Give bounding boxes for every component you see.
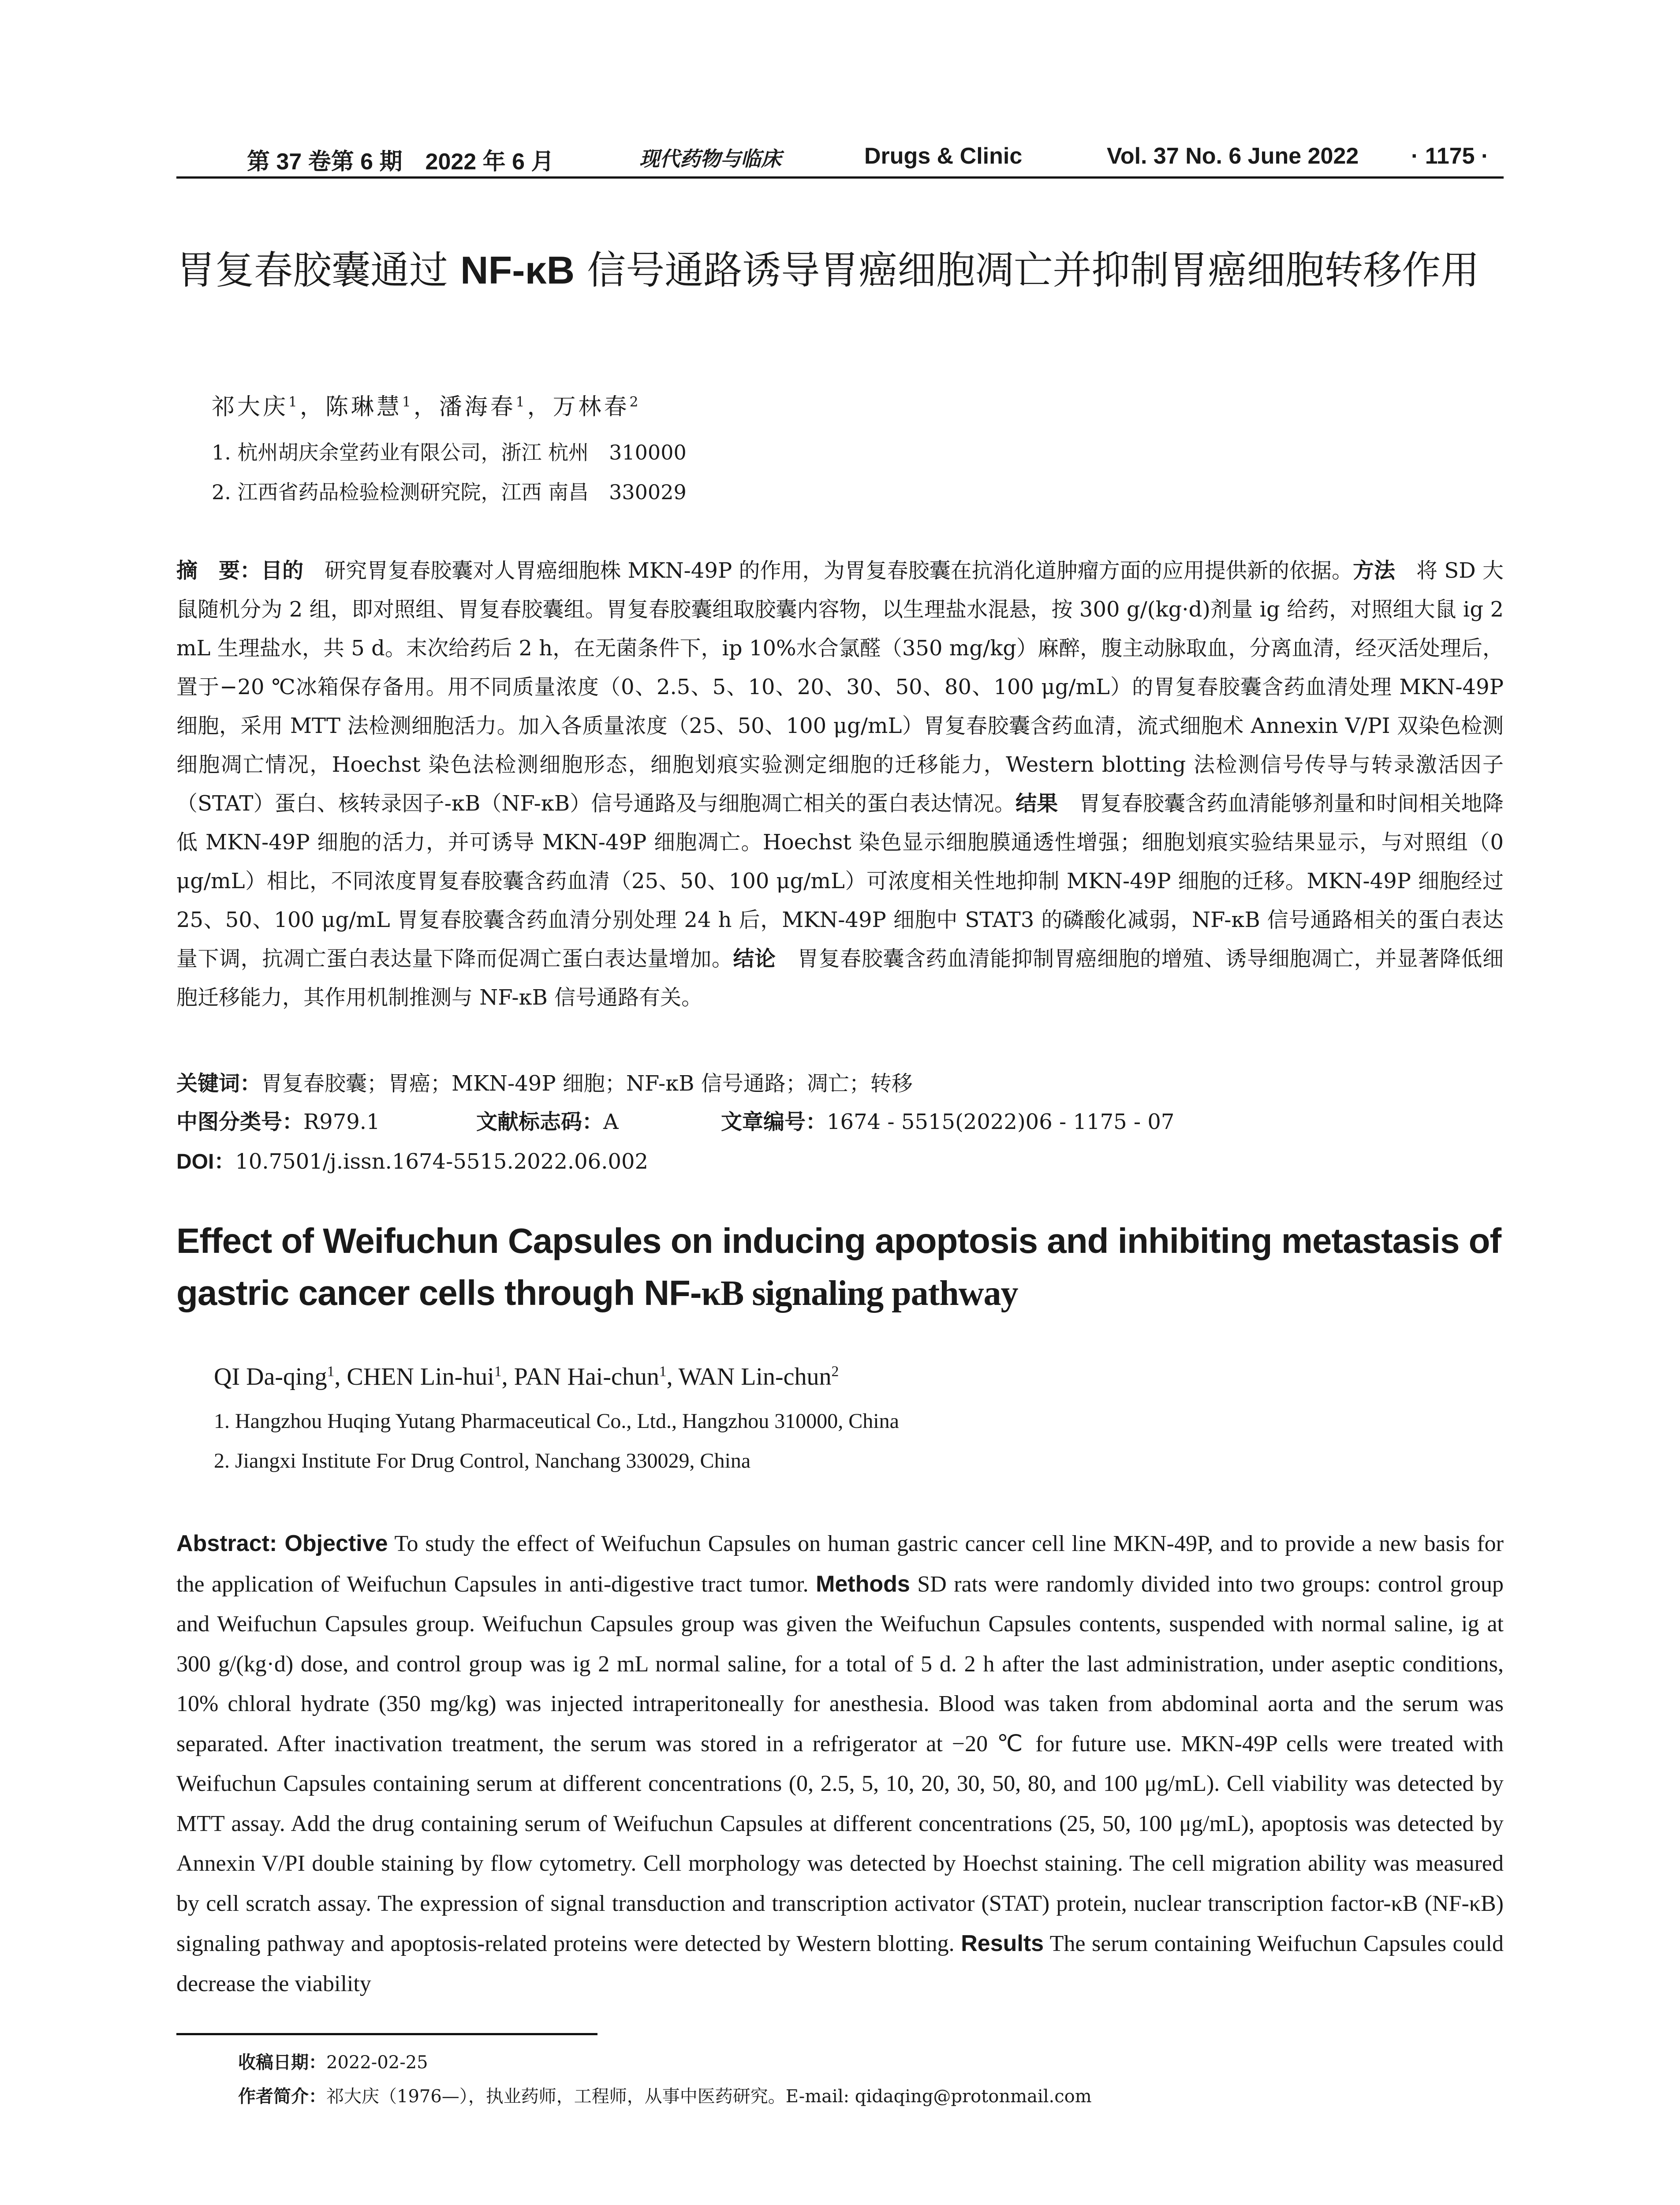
header-journal-cn: 现代药物与临床 <box>639 147 781 171</box>
objective-text-en: To study the effect of Weifuchun Capsules on human gastric cancer cell line MKN-49P, and to provide a new basis for the application of Weifuchun Capsules in anti-digestive tract tumor. <box>176 1531 1504 1597</box>
author-affiliation-mark: 1 <box>327 1363 335 1380</box>
clc-value: R979.1 <box>303 1110 380 1134</box>
author-cn: 万林春 <box>553 394 630 420</box>
affiliation-cn-2: 2. 江西省药品检验检测研究院，江西 南昌 330029 <box>212 480 687 504</box>
conclusion-text: 胃复春胶囊含药血清能抑制胃癌细胞的增殖、诱导细胞凋亡，并显著降低细胞迁移能力，其作用机制推测与 NF-κB 信号通路有关。 <box>176 946 1504 1010</box>
footnote-author-bio <box>238 2082 1092 2108</box>
footnote-divider <box>176 2033 597 2035</box>
title-en-part1: Effect of Weifuchun Capsules on inducing apoptosis and inhibiting metastasis of gastric cancer cells through NF- <box>176 1221 1501 1312</box>
methods-label: 方法 <box>1353 558 1396 583</box>
title-english <box>176 1215 1512 1319</box>
abstract-en-label: Abstract: Objective <box>176 1531 388 1556</box>
author-affiliation-mark: 1 <box>494 1363 502 1380</box>
doc-code-value: A <box>603 1110 619 1134</box>
author-cn: 潘海春 <box>439 394 516 420</box>
title-en-part2: κB signaling pathway <box>701 1274 1018 1313</box>
title-chinese <box>176 245 1499 295</box>
abstract-cn-label: 摘 要： <box>176 558 261 583</box>
received-value: 2022-02-25 <box>326 2052 428 2073</box>
keywords-value: 胃复春胶囊；胃癌；MKN-49P 细胞；NF-κB 信号通路；凋亡；转移 <box>261 1071 913 1096</box>
author-en: WAN Lin-chun <box>678 1363 832 1390</box>
objective-label: 目的 <box>261 558 304 583</box>
footnote-received <box>238 2048 428 2074</box>
author-affiliation-mark: 1 <box>515 394 527 410</box>
article-number <box>721 1105 1338 1135</box>
authors-english: QI Da-qing$^1$, CHEN Lin-hui$^1$, PAN Hai-chun$^1$, WAN Lin-chun$^2$ <box>214 1363 839 1390</box>
article-no-value: 1674 - 5515(2022)06 - 1175 - 07 <box>827 1110 1175 1134</box>
doi-label: DOI： <box>176 1150 235 1174</box>
results-text: 胃复春胶囊含药血清能够剂量和时间相关地降低 MKN-49P 细胞的活力，并可诱导 MKN-49P 细胞凋亡。Hoechst 染色显示细胞膜通透性增强；细胞划痕实验结果显示，与对照组（0 μg/mL）相比，不同浓度胃复春胶囊含药血清（25、50、100 μg/mL）可浓度相关性地抑制 MKN-49P 细胞的迁移。MKN-49P 细胞经过 25、50、100 μg/mL 胃复春胶囊含药血清分别处理 24 h 后，MKN-49P 细胞中 STAT3 的磷酸化减弱，NF-κB 信号通路相关的蛋白表达量下调，抗凋亡蛋白表达量下降而促凋亡蛋白表达量增加。 <box>176 791 1504 971</box>
header-page-number: · 1175 · <box>1411 143 1489 169</box>
keywords-label: 关键词： <box>176 1071 261 1096</box>
methods-text-en: SD rats were randomly divided into two groups: control group and Weifuchun Capsules group. Weifuchun Capsules group was given the Weifuchun Capsules contents, suspended with normal saline, ig at 300 g/(kg·d) dose, and control group was ig 2 mL normal saline, for a total of 5 d. 2 h after the last administration, under aseptic conditions, 10% chloral hydrate (350 mg/kg) was injected intraperitoneally for anesthesia. Blood was taken from abdominal aorta and the serum was separated. After inactivation treatment, the serum was stored in a refrigerator at −20 ℃ for future use. MKN-49P cells were treated with Weifuchun Capsules containing serum at different concentrations (0, 2.5, 5, 10, 20, 30, 50, 80, and 100 μg/mL). Cell viability was detected by MTT assay. Add the drug containing serum of Weifuchun Capsules at different concentrations (25, 50, 100 μg/mL), apoptosis was detected by Annexin V/PI double staining by flow cytometry. Cell morphology was detected by Hoechst staining. The cell migration ability was measured by cell scratch assay. The expression of signal transduction and transcription activator (STAT) protein, nuclear transcription factor-κB (NF-κB) signaling pathway and apoptosis-related proteins were detected by Western blotting. <box>176 1571 1504 1956</box>
header-issue-cn: 第 37 卷第 6 期 2022 年 6 月 <box>247 149 554 175</box>
clc-code <box>176 1105 485 1135</box>
clc-label: 中图分类号： <box>176 1110 304 1134</box>
running-header <box>176 141 1504 179</box>
title-cn-part2: 信号通路诱导胃癌细胞凋亡并抑制胃癌细胞转移作用 <box>575 247 1480 293</box>
affiliation-en-2: 2. Jiangxi Institute For Drug Control, Nanchang 330029, China <box>214 1449 751 1472</box>
keywords-chinese <box>176 1066 1504 1097</box>
title-cn-part1: 胃复春胶囊通过 <box>176 247 460 293</box>
author-cn: 祁大庆 <box>212 394 289 420</box>
author-en: CHEN Lin-hui <box>347 1363 494 1390</box>
abstract-english <box>176 1524 1504 2004</box>
header-volume-en: Vol. 37 No. 6 June 2022 <box>1107 143 1359 169</box>
author-affiliation-mark: 2 <box>831 1363 839 1380</box>
received-label: 收稿日期： <box>238 2052 326 2073</box>
author-cn: 陈琳慧 <box>325 394 402 420</box>
bio-label: 作者简介： <box>238 2086 326 2107</box>
author-affiliation-mark: 1 <box>288 394 300 410</box>
bio-value: 祁大庆（1976—），执业药师，工程师，从事中医药研究。E-mail: qidaqing@protonmail.com <box>326 2086 1092 2107</box>
conclusion-label: 结论 <box>733 946 776 971</box>
affiliation-en-1: 1. Hangzhou Huqing Yutang Pharmaceutical Co., Ltd., Hangzhou 310000, China <box>214 1409 899 1433</box>
author-affiliation-mark: 1 <box>659 1363 667 1380</box>
authors-chinese: 祁大庆$^1$，陈琳慧$^1$，潘海春$^1$，万林春$^2$ <box>212 394 641 420</box>
results-label: 结果 <box>1015 791 1058 816</box>
author-affiliation-mark: 2 <box>629 394 641 410</box>
header-journal-en: Drugs & Clinic <box>864 143 1023 169</box>
author-en: PAN Hai-chun <box>514 1363 659 1390</box>
author-affiliation-mark: 1 <box>402 394 414 410</box>
author-en: QI Da-qing <box>214 1363 327 1390</box>
objective-text: 研究胃复春胶囊对人胃癌细胞株 MKN-49P 的作用，为胃复春胶囊在抗消化道肿瘤方面的应用提供新的依据。 <box>303 558 1353 583</box>
abstract-chinese <box>176 551 1504 1017</box>
methods-label-en: Methods <box>816 1571 910 1597</box>
article-no-label: 文章编号： <box>721 1110 827 1134</box>
methods-text: 将 SD 大鼠随机分为 2 组，即对照组、胃复春胶囊组。胃复春胶囊组取胶囊内容物，以生理盐水混悬，按 300 g/(kg·d)剂量 ig 给药，对照组大鼠 ig 2 mL 生理盐水，共 5 d。末次给药后 2 h，在无菌条件下，ip 10%水合氯醛（350 mg/kg）麻醉，腹主动脉取血，分离血清，经灭活处理后，置于−20 ℃冰箱保存备用。用不同质量浓度（0、2.5、5、10、20、30、50、80、100 μg/mL）的胃复春胶囊含药血清处理 MKN-49P 细胞，采用 MTT 法检测细胞活力。加入各质量浓度（25、50、100 μg/mL）胃复春胶囊含药血清，流式细胞术 Annexin V/PI 双染色检测细胞凋亡情况，Hoechst 染色法检测细胞形态，细胞划痕实验测定细胞的迁移能力，Western blotting 法检测信号传导与转录激活因子（STAT）蛋白、核转录因子-κB（NF-κB）信号通路及与细胞凋亡相关的蛋白表达情况。 <box>176 558 1504 816</box>
doi-line <box>176 1144 648 1175</box>
doc-code-label: 文献标志码： <box>476 1110 604 1134</box>
results-text-en: The serum containing Weifuchun Capsules could decrease the viability <box>176 1931 1504 1996</box>
doi-value[interactable]: 10.7501/j.issn.1674-5515.2022.06.002 <box>235 1149 649 1174</box>
results-label-en: Results <box>961 1931 1044 1956</box>
affiliation-cn-1: 1. 杭州胡庆余堂药业有限公司，浙江 杭州 310000 <box>212 441 687 464</box>
title-cn-nfkb: NF-κB <box>460 248 575 292</box>
